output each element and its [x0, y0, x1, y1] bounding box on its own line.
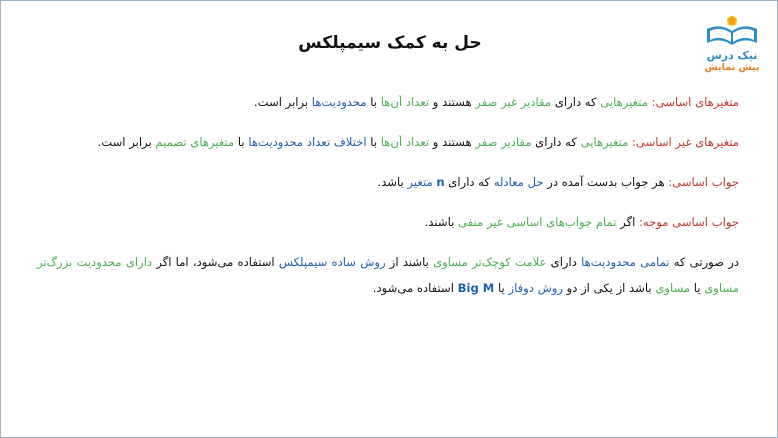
- text-segment: با: [234, 135, 249, 149]
- text-segment: Big M: [457, 281, 495, 295]
- text-segment: با: [366, 135, 381, 149]
- text-segment: متغیرهایی: [600, 95, 648, 109]
- text-segment: دارای: [546, 255, 582, 269]
- text-segment: علامت کوچک‌تر مساوی: [433, 255, 547, 269]
- text-segment: استفاده می‌شود، اما اگر: [152, 255, 279, 269]
- text-segment: باشند.: [424, 215, 459, 229]
- text-segment: متغیرهای غیر اساسی:: [632, 135, 739, 149]
- text-segment: یا: [494, 281, 509, 295]
- text-segment: تمام جواب‌های اساسی: [506, 215, 617, 229]
- text-segment: متغیرهای اساسی:: [651, 95, 739, 109]
- text-segment: متغیرهایی: [580, 135, 629, 149]
- text-segment: برابر است.: [253, 95, 312, 109]
- text-segment: روش ساده سیمپلکس: [278, 255, 386, 269]
- text-segment: باشد از یکی از دو: [562, 281, 656, 295]
- text-segment: هر جواب بدست آمده در: [543, 175, 669, 189]
- text-segment: مقادیر غیر صفر: [475, 95, 552, 109]
- text-segment: تعداد آن‌ها: [380, 95, 430, 109]
- text-segment: متغیرهای تصمیم: [155, 135, 235, 149]
- text-segment: تعداد آن‌ها: [380, 135, 430, 149]
- text-segment: باشند از: [385, 255, 434, 269]
- text-segment: باشد.: [377, 175, 408, 189]
- text-segment: مقادیر صفر: [475, 135, 532, 149]
- text-segment: جواب اساسی موجه:: [639, 215, 739, 229]
- text-segment: که دارای: [444, 175, 494, 189]
- text-segment: دارای محدودیت بزرگ‌تر مساوی: [37, 255, 739, 295]
- text-segment: در صورتی که: [669, 255, 739, 269]
- text-segment: یا: [690, 281, 705, 295]
- logo-tagline: پیش نمایش: [704, 62, 760, 73]
- text-segment: که دارای: [531, 135, 581, 149]
- text-segment: هستند و: [429, 95, 476, 109]
- paragraph-nonbasic-variables: [37, 129, 739, 155]
- text-segment: برابر است.: [97, 135, 156, 149]
- text-segment: جواب اساسی:: [668, 175, 739, 189]
- text-segment: اختلاف تعداد محدودیت‌ها: [248, 135, 367, 149]
- paragraph-basic-variables: [37, 89, 739, 115]
- paragraph-basic-solution: [37, 169, 739, 195]
- text-segment: با: [366, 95, 381, 109]
- text-segment: تمامی محدودیت‌ها: [581, 255, 670, 269]
- text-segment: روش دوفاز: [508, 281, 563, 295]
- content-body: [37, 89, 739, 315]
- text-segment: استفاده می‌شود.: [372, 281, 458, 295]
- text-segment: محدودیت‌ها: [311, 95, 367, 109]
- paragraph-method-choice: [37, 249, 739, 301]
- text-segment: غیر منفی: [458, 215, 503, 229]
- text-segment: اگر: [616, 215, 639, 229]
- text-segment: متغیر: [407, 175, 433, 189]
- text-segment: مساوی: [655, 281, 691, 295]
- logo-brand: نیک درس: [706, 49, 758, 62]
- text-segment: n: [436, 175, 445, 189]
- text-segment: هستند و: [429, 135, 476, 149]
- page-title: حل به کمک سیمپلکس: [298, 33, 482, 53]
- paragraph-feasible-solution: [37, 209, 739, 235]
- text-segment: که دارای: [551, 95, 601, 109]
- text-segment: حل معادله: [493, 175, 544, 189]
